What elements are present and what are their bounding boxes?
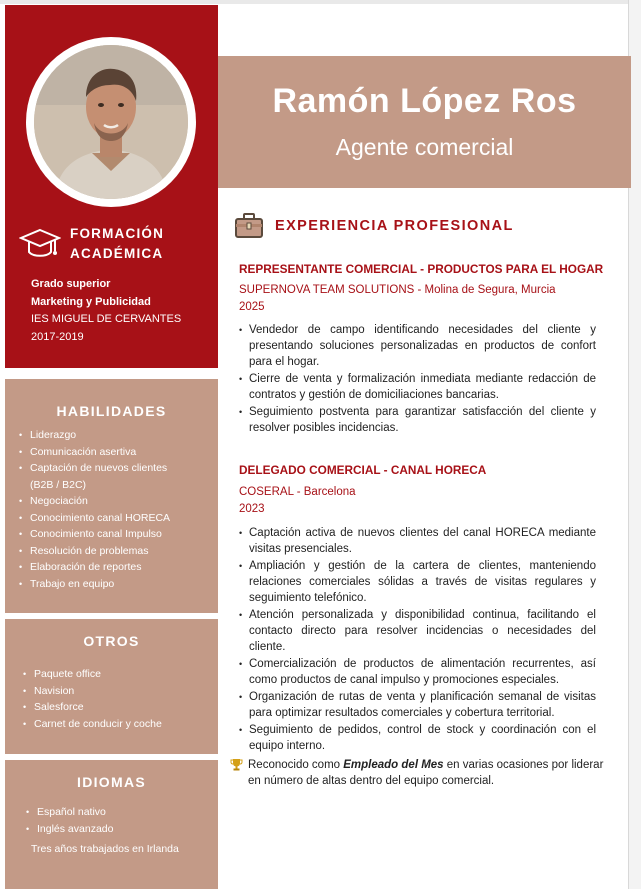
languages-section-title: IDIOMAS bbox=[77, 774, 146, 790]
list-item: • Inglés avanzado bbox=[26, 821, 211, 838]
education-details bbox=[31, 276, 216, 346]
skills-section-title: HABILIDADES bbox=[56, 403, 167, 419]
education-title-line2: ACADÉMICA bbox=[70, 246, 164, 261]
page-top-border bbox=[0, 0, 641, 4]
list-item: • Español nativo bbox=[26, 804, 211, 821]
list-item: • Vendedor de campo identificando necesidades del cliente y presentando soluciones personalizadas en productos de confort para el hogar. bbox=[239, 322, 596, 370]
candidate-name: Ramón López Ros bbox=[272, 82, 577, 120]
job-year: 2025 bbox=[239, 301, 265, 313]
list-item: • Liderazgo bbox=[19, 427, 209, 444]
skills-section bbox=[5, 379, 218, 613]
job-title: DELEGADO COMERCIAL - CANAL HORECA bbox=[239, 463, 487, 477]
award-emphasis: Empleado del Mes bbox=[343, 759, 444, 771]
sidebar-education-panel bbox=[5, 5, 218, 368]
education-title-line1: FORMACIÓN bbox=[70, 226, 165, 241]
job-duties-list bbox=[239, 525, 596, 755]
languages-note: Tres años trabajados en Irlanda bbox=[31, 843, 179, 855]
list-item: • Carnet de conducir y coche bbox=[23, 716, 213, 733]
education-school: IES MIGUEL DE CERVANTES bbox=[31, 313, 182, 325]
list-item: • Cierre de venta y formalización inmediata mediante redacción de contratos y gestión de domiciliaciones bancarias. bbox=[239, 371, 596, 403]
languages-section bbox=[5, 760, 218, 889]
job-duties-list bbox=[239, 322, 596, 437]
list-item: • Atención personalizada y disponibilidad continua, facilitando el contacto directo para resolver incidencias o necesidades del cliente. bbox=[239, 607, 596, 655]
list-item: • Resolución de problemas bbox=[19, 543, 209, 560]
list-item: • Salesforce bbox=[23, 699, 213, 716]
list-item: • Trabajo en equipo bbox=[19, 576, 209, 593]
candidate-role: Agente comercial bbox=[335, 134, 514, 160]
experience-section-title: EXPERIENCIA PROFESIONAL bbox=[275, 218, 514, 234]
list-item: • Organización de rutas de venta y planificación semanal de visitas para optimizar resultados comerciales y cobertura territorial. bbox=[239, 689, 596, 721]
list-item: • Seguimiento de pedidos, control de stock y coordinación con el equipo interno. bbox=[239, 722, 596, 754]
list-item: • Conocimiento canal Impulso bbox=[19, 526, 209, 543]
list-item: • Seguimiento postventa para garantizar satisfacción del cliente y resolver posibles incidencias. bbox=[239, 404, 596, 436]
list-item: • Captación activa de nuevos clientes del canal HORECA mediante visitas presenciales. bbox=[239, 525, 596, 557]
briefcase-icon bbox=[235, 212, 263, 238]
list-item: • Ampliación y gestión de la cartera de clientes, manteniendo relaciones comerciales sólidas a través de visitas regulares y seguimiento telefónico. bbox=[239, 558, 596, 606]
award-text bbox=[248, 757, 613, 789]
list-item: • Navision bbox=[23, 683, 213, 700]
list-item: • Comercialización de productos de alimentación recurrentes, así como productos de canal impulso y promociones especiales. bbox=[239, 656, 596, 688]
education-section-title bbox=[70, 224, 216, 264]
job-title: REPRESENTANTE COMERCIAL - PRODUCTOS PARA EL HOGAR bbox=[239, 262, 604, 276]
list-item: • Negociación bbox=[19, 493, 209, 510]
education-degree-name: Marketing y Publicidad bbox=[31, 295, 151, 308]
job-company: COSERAL - Barcelona bbox=[239, 486, 356, 498]
list-item: (B2B / B2C) bbox=[30, 478, 87, 491]
job-company: SUPERNOVA TEAM SOLUTIONS - Molina de Segura, Murcia bbox=[239, 284, 556, 296]
list-item: • Captación de nuevos clientes bbox=[19, 460, 209, 477]
award-text-prefix: Reconocido como bbox=[248, 759, 344, 771]
profile-photo bbox=[34, 45, 188, 199]
sidebar bbox=[5, 5, 218, 889]
name-header bbox=[218, 56, 631, 188]
education-degree-level: Grado superior bbox=[31, 278, 111, 290]
list-item: • Elaboración de reportes bbox=[19, 559, 209, 576]
award-text-suffix: en varias ocasiones por liderar en número de altas dentro del equipo comercial. bbox=[248, 759, 604, 787]
education-years: 2017-2019 bbox=[31, 330, 84, 343]
languages-list bbox=[26, 804, 211, 837]
list-item: • Comunicación asertiva bbox=[19, 444, 209, 461]
graduation-cap-icon bbox=[19, 227, 61, 261]
profile-photo-frame bbox=[26, 37, 196, 207]
list-item: • Paquete office bbox=[23, 666, 213, 683]
others-section bbox=[5, 619, 218, 754]
others-section-title: OTROS bbox=[83, 633, 140, 649]
job-year: 2023 bbox=[239, 503, 265, 515]
skills-list bbox=[19, 427, 209, 592]
list-item: • Conocimiento canal HORECA bbox=[19, 510, 209, 527]
others-list bbox=[23, 666, 213, 732]
trophy-icon bbox=[230, 758, 243, 771]
